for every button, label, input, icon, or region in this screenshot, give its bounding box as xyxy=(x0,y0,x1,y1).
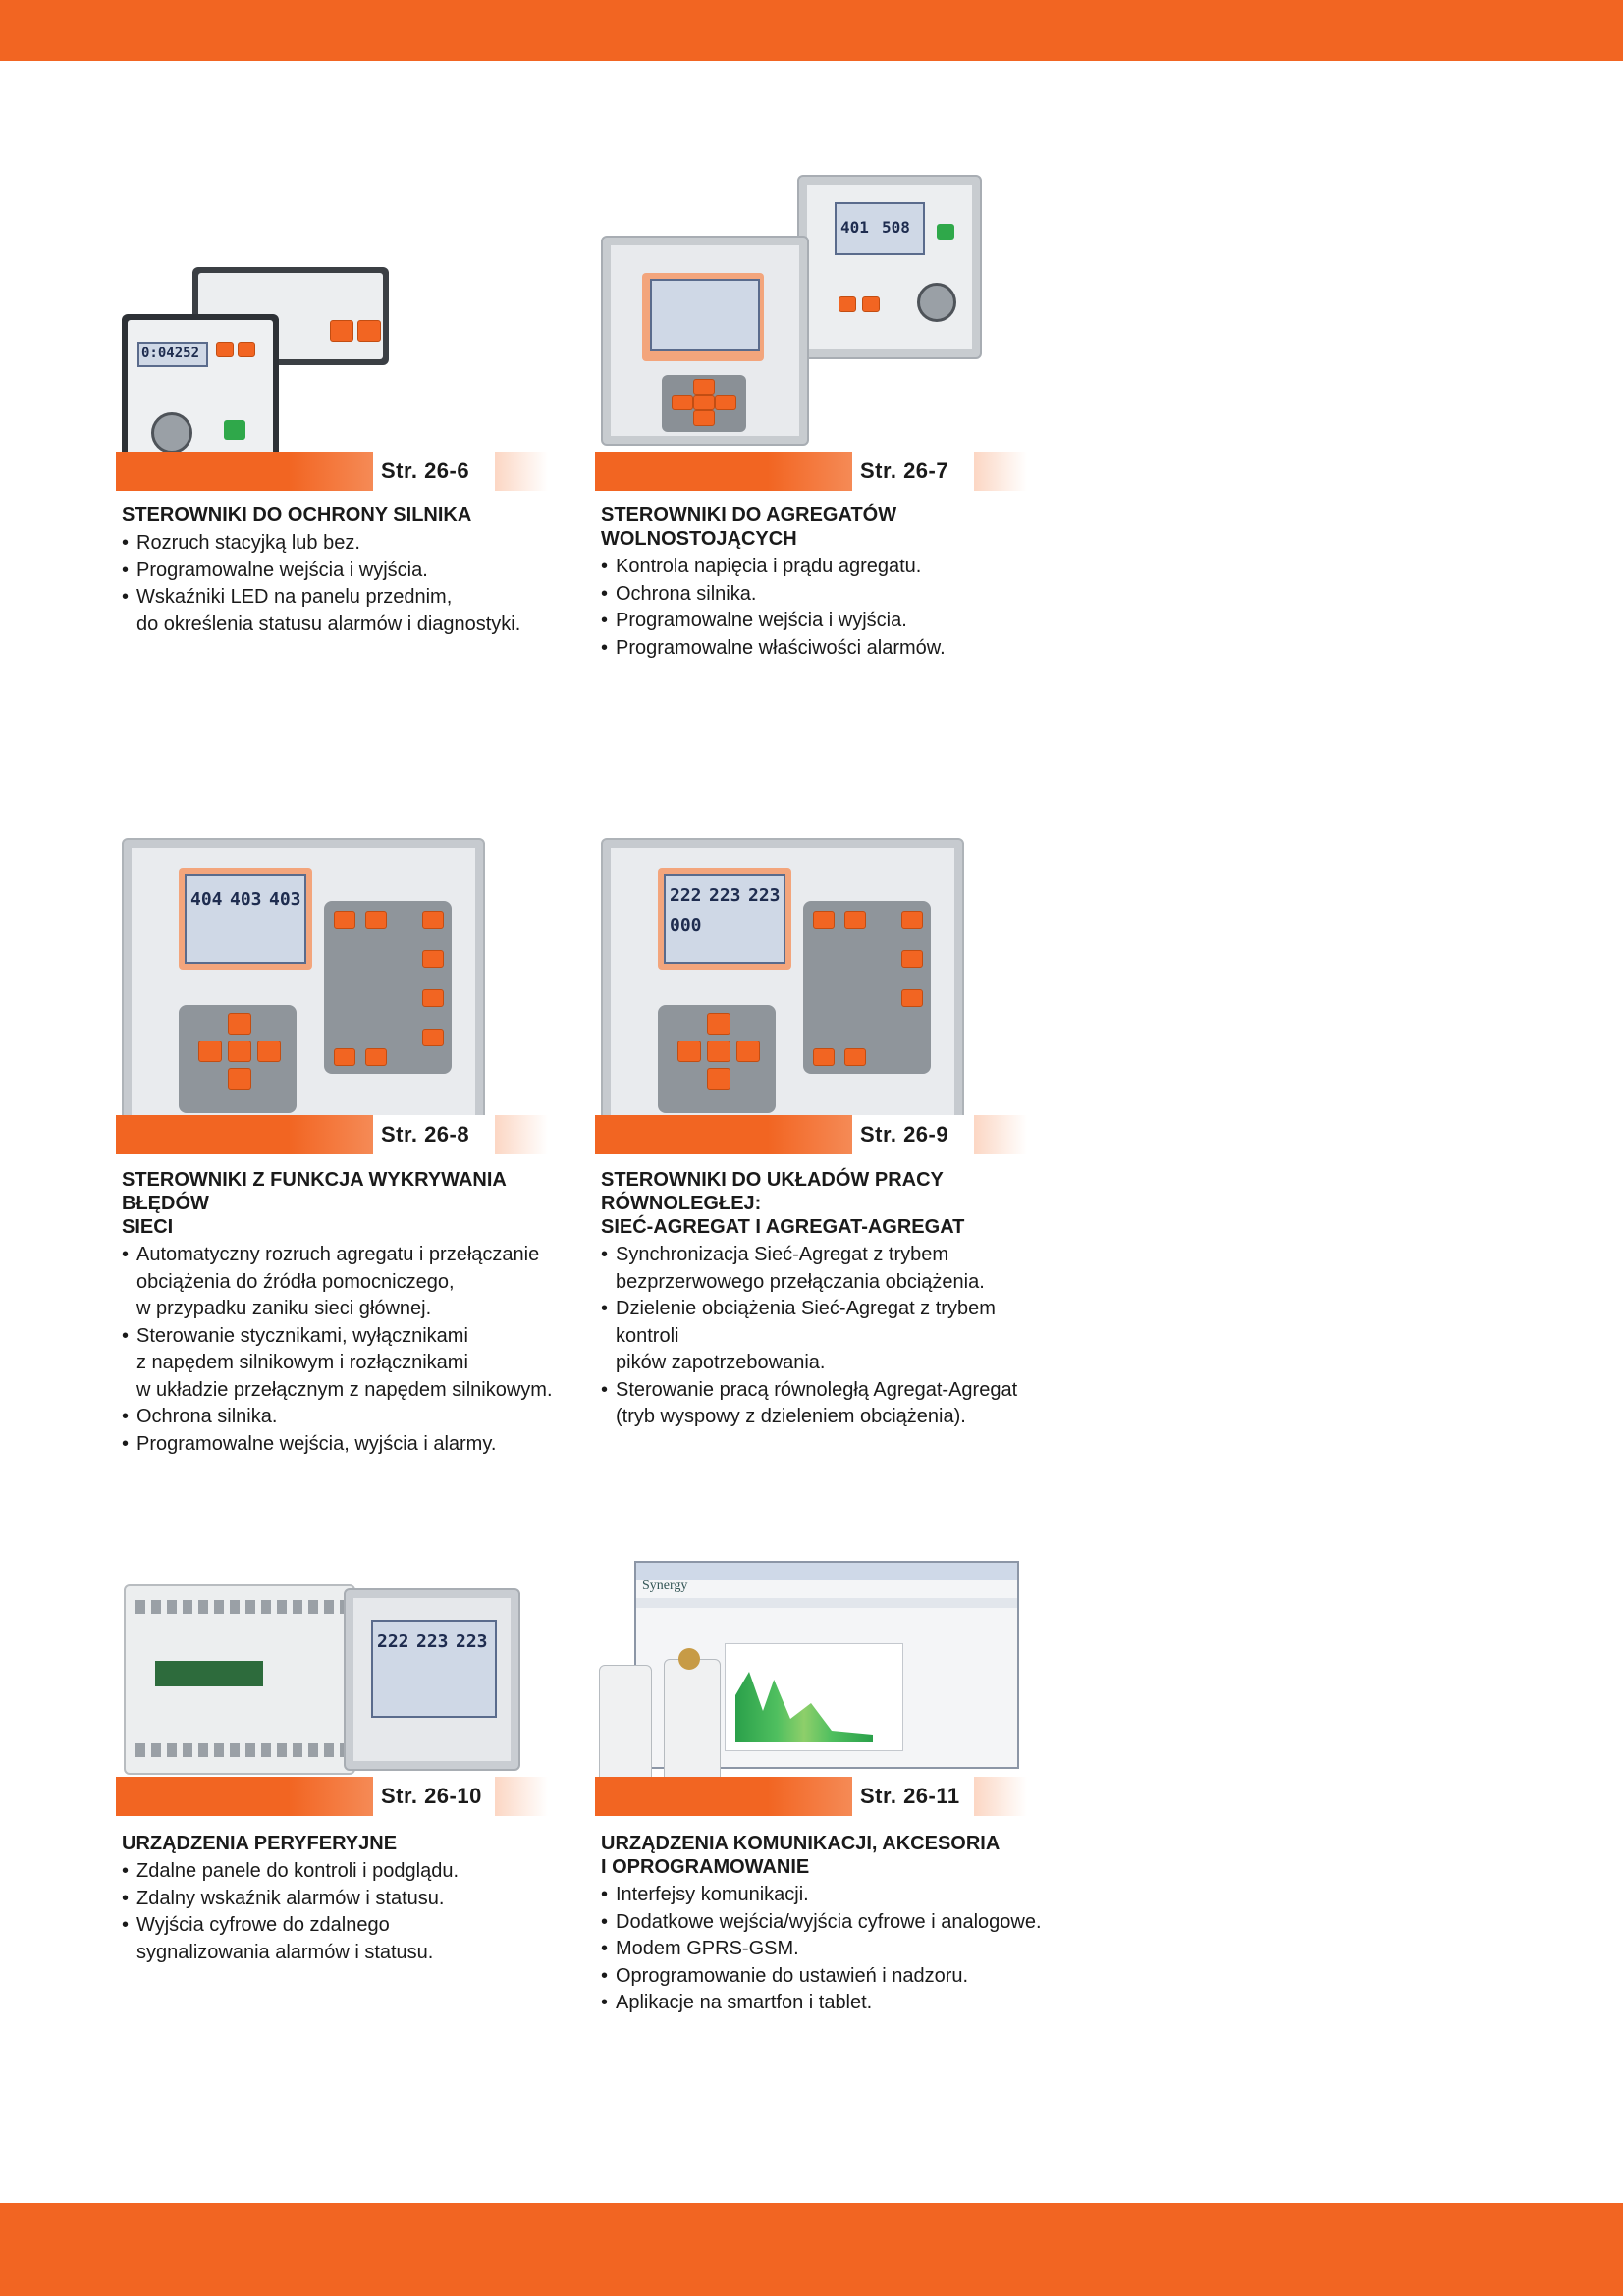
card-text-2 xyxy=(601,504,1062,662)
card-text-6 xyxy=(601,1832,1062,2017)
front-controller xyxy=(601,236,809,446)
chart-area xyxy=(725,1643,903,1751)
bullet-item: • Programowalne wejścia i wyjścia. xyxy=(601,608,1062,635)
page-reference: Str. 26-8 xyxy=(373,1115,495,1154)
bullet-item: • Modem GPRS-GSM. xyxy=(601,1936,1062,1963)
bullet-item: • Ochrona silnika. xyxy=(601,581,1062,609)
bullet-item: • Programowalne właściwości alarmów. xyxy=(601,635,1062,663)
controller-panel xyxy=(601,838,964,1139)
bullet-item: • Interfejsy komunikacji. xyxy=(601,1882,1062,1909)
synergy-logo: Synergy xyxy=(642,1578,688,1593)
start-button[interactable] xyxy=(937,224,954,240)
card-title: STEROWNIKI DO AGREGATÓW WOLNOSTOJĄCYCH xyxy=(601,505,897,550)
bullet-item: • Programowalne wejścia, wyjścia i alarmy. xyxy=(122,1431,583,1459)
comm-module xyxy=(599,1665,652,1785)
bullet-item: • Programowalne wejścia i wyjścia. xyxy=(122,558,583,585)
bullet-item: • Zdalne panele do kontroli i podglądu. xyxy=(122,1858,583,1886)
gsm-modem xyxy=(664,1659,721,1783)
card-title: STEROWNIKI Z FUNKCJA WYKRYWANIA BŁĘDÓW SIECI xyxy=(122,1169,507,1238)
lcd-readout: 404 xyxy=(190,889,223,910)
lcd-readout: 403 xyxy=(269,889,301,910)
card-text-3 xyxy=(122,1168,583,1458)
front-controller xyxy=(122,314,279,471)
bullet-item: • Sterowanie stycznikami, wyłącznikami z napędem silnikowym i rozłącznikami w układzie przełącznym z napędem silnikowym. xyxy=(122,1323,583,1405)
start-button[interactable] xyxy=(224,420,245,440)
lcd-readout: 0:04252 xyxy=(141,346,200,361)
bullet-item: • Dodatkowe wejścia/wyjścia cyfrowe i analogowe. xyxy=(601,1909,1062,1937)
lcd-readout: 223 xyxy=(456,1631,488,1652)
bullet-item: • Wyjścia cyfrowe do zdalnego sygnalizowania alarmów i statusu. xyxy=(122,1912,583,1966)
card-text-4 xyxy=(601,1168,1062,1431)
bullet-item: • Wskaźniki LED na panelu przednim, do określenia statusu alarmów i diagnostyki. xyxy=(122,584,583,638)
lcd-readout: 222 xyxy=(670,885,702,906)
io-module xyxy=(124,1584,355,1775)
lcd-readout: 223 xyxy=(748,885,781,906)
page-reference: Str. 26-10 xyxy=(373,1777,495,1816)
page-reference: Str. 26-7 xyxy=(852,452,974,491)
lcd-readout: 223 xyxy=(416,1631,449,1652)
bullet-item: • Sterowanie pracą równoległą Agregat-Agregat (tryb wyspowy z dzieleniem obciążenia). xyxy=(601,1377,1062,1431)
lcd-readout: 403 xyxy=(230,889,262,910)
card-title: URZĄDZENIA KOMUNIKACJI, AKCESORIA I OPROGRAMOWANIE xyxy=(601,1833,1001,1878)
bullet-item: • Zdalny wskaźnik alarmów i statusu. xyxy=(122,1886,583,1913)
lcd-readout: 401 xyxy=(840,218,869,237)
bullet-item: • Oprogramowanie do ustawień i nadzoru. xyxy=(601,1963,1062,1991)
product-photo xyxy=(116,832,548,1156)
page-reference: Str. 26-6 xyxy=(373,452,495,491)
bullet-item: • Automatyczny rozruch agregatu i przełączanie obciążenia do źródła pomocniczego, w przypadku zaniku sieci głównej. xyxy=(122,1242,583,1323)
page-reference: Str. 26-11 xyxy=(852,1777,974,1816)
lcd-readout: 000 xyxy=(670,915,702,935)
product-photo xyxy=(595,832,1027,1156)
remote-panel xyxy=(344,1588,520,1771)
card-title: URZĄDZENIA PERYFERYJNE xyxy=(122,1833,398,1854)
bottom-orange-band xyxy=(0,2203,1623,2296)
bullet-item: • Aplikacje na smartfon i tablet. xyxy=(601,1990,1062,2017)
top-orange-band xyxy=(0,0,1623,61)
card-text-1 xyxy=(122,504,583,638)
product-photo xyxy=(595,167,1027,491)
bullet-item: • Dzielenie obciążenia Sieć-Agregat z trybem kontroli pików zapotrzebowania. xyxy=(601,1296,1062,1377)
bullet-item: • Ochrona silnika. xyxy=(122,1404,583,1431)
product-photo xyxy=(116,167,548,491)
card-title: STEROWNIKI DO UKŁADÓW PRACY RÓWNOLEGŁEJ: SIEĆ-AGREGAT I AGREGAT-AGREGAT xyxy=(601,1169,965,1238)
back-controller xyxy=(797,175,982,359)
controller-panel xyxy=(122,838,485,1139)
key-switch xyxy=(151,412,192,454)
lcd-readout: 508 xyxy=(882,218,910,237)
lcd-readout: 223 xyxy=(709,885,741,906)
bullet-item: • Rozruch stacyjką lub bez. xyxy=(122,530,583,558)
bullet-item: • Kontrola napięcia i prądu agregatu. xyxy=(601,554,1062,581)
card-title: STEROWNIKI DO OCHRONY SILNIKA xyxy=(122,505,472,526)
card-text-5 xyxy=(122,1832,583,1966)
lcd-readout: 222 xyxy=(377,1631,409,1652)
page-reference: Str. 26-9 xyxy=(852,1115,974,1154)
bullet-item: • Synchronizacja Sieć-Agregat z trybem bezprzerwowego przełączania obciążenia. xyxy=(601,1242,1062,1296)
